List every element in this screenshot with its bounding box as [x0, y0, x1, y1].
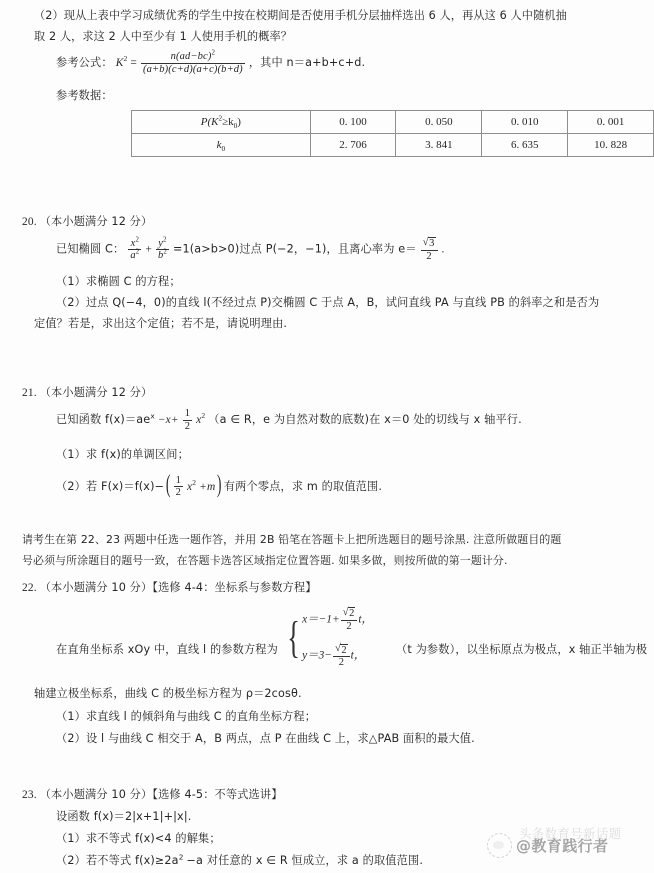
watermark-ghost-text: 头条数育号新话题 [519, 826, 622, 841]
big-paren-close: ) [217, 471, 222, 498]
table-cell-p-0: 0. 100 [310, 111, 396, 134]
q23-sub2-post: −a 对任意的 x ∈ R 恒成立，求 a 的取值范围. [186, 854, 424, 867]
q20-stem-pre: 已知椭圆 C： [56, 242, 125, 256]
q21-stem-pre: 已知函数 $f(x)=ae^x$ [56, 411, 155, 427]
reference-formula-row [56, 52, 365, 75]
q23-stem: 设函数 f(x)＝2|x+1|+|x|. [56, 810, 192, 823]
table-cell-p-1: 0. 050 [396, 111, 482, 134]
q20-sub2-line1: （2）过点 Q(−4，0)的直线 l(不经过点 P)交椭圆 C 于点 A，B，试问直线 PA 与直线 PB 的斜率之和是否为 [56, 296, 600, 309]
q23-score: （本小题满分 10 分）【选修 4-5：不等式选讲】 [39, 788, 283, 801]
q19-part2-line1: （2）现从上表中学习成绩优秀的学生中按在校期间是否使用手机分层抽样选出 6 人，再从这 6 人中随机抽 [34, 9, 567, 22]
q22-stem-line2: 轴建立极坐标系，曲线 C 的极坐标方程为 ρ＝2cosθ. [34, 687, 302, 700]
q20-stem-mid: =1(a>b>0)过点 P(−2，−1)，且离心率为 e＝ [172, 242, 417, 256]
watermark-text: @教育践行者 [516, 837, 609, 855]
ellipse-term-y: $\frac{y^2}{b^2}$ [157, 236, 167, 262]
reference-data-label: 参考数据： [56, 89, 113, 102]
q22-stem-post: （t 为参数），以坐标原点为极点，x 轴正半轴为极 [396, 643, 648, 656]
q21-sub1: （1）求 f(x)的单调区间； [56, 448, 189, 461]
q21-heading [22, 383, 152, 403]
table-row [132, 111, 654, 134]
q21-sub2-m: +m [199, 481, 216, 493]
q22-stem-pre: 在直角坐标系 xOy 中，直线 l 的参数方程为 [56, 643, 278, 656]
q20-score: （本小题满分 12 分） [39, 215, 153, 228]
q19-part2-line2: 取 2 人，求这 2 人中至少有 1 人使用手机的概率？ [34, 30, 293, 43]
half-coefficient-fraction: $\frac{1}{2}$ [184, 408, 191, 432]
table-cell-k-1: 3. 841 [396, 134, 482, 157]
q21-sub2-pre: （2）若 F(x)＝f(x)− [56, 480, 165, 493]
q20-stem [56, 238, 445, 262]
k-squared-symbol: $K^2$ [115, 54, 128, 70]
q22-parametric-system [283, 608, 373, 668]
q21-score: （本小题满分 12 分） [39, 386, 153, 399]
table-row [132, 134, 654, 157]
q21-sub2-x-squared: $x^2$ [187, 478, 197, 493]
q20-sub2-line2: 定值？若是，求出这个定值；若不是，请说明理由. [34, 317, 288, 330]
q21-number: 21. [22, 387, 37, 399]
table-row-header-k0: $k_0$ [132, 134, 311, 157]
table-cell-k-2: 6. 635 [482, 134, 568, 157]
q22-number: 22. [22, 582, 37, 594]
q23-sub1: （1）求不等式 f(x)<4 的解集； [56, 832, 221, 845]
q21-sub2 [56, 473, 382, 499]
k-squared-fraction [141, 51, 245, 74]
q20-stem-end: . [441, 243, 445, 256]
q21-stem-cond: （a ∈ R，e 为自然对数的底数)在 x＝0 处的切线与 x 轴平行. [208, 413, 522, 427]
q22-equation-y: y＝3− √ $\frac{2}{2}$ t， [302, 644, 373, 668]
q23-number: 23. [22, 789, 37, 801]
q23-sub2 [56, 851, 423, 871]
q22-heading [22, 578, 317, 598]
q23-heading [22, 785, 283, 805]
q21-sub2-end: 有两个零点，求 m 的取值范围. [223, 480, 383, 493]
ellipse-term-x: $\frac{x^2}{a^2}$ [130, 236, 140, 262]
q23-sub2-pre: （2）若不等式 $f(x)\ge 2a^2$ [56, 852, 184, 867]
q20-heading [22, 212, 152, 232]
sqrt2-over-2-x: √ $\frac{2}{2}$ [341, 607, 358, 631]
choice-notice-line1: 请考生在第 22、23 两题中任选一题作答，并用 2B 铅笔在答题卡上把所选题目的题号涂黑. 注意所做题目的题 [22, 533, 562, 546]
eccentricity-fraction [421, 237, 438, 261]
table-cell-p-2: 0. 010 [482, 111, 568, 134]
table-row-header-p: $P(K^2\ge k_0)$ [132, 111, 311, 134]
left-brace-icon: { [287, 613, 300, 663]
q21-stem-mid: −x+ [157, 414, 179, 427]
q22-sub1: （1）求直线 l 的倾斜角与曲线 C 的直角坐标方程； [56, 710, 317, 723]
q22-score: （本小题满分 10 分）【选修 4-4：坐标系与参数方程】 [39, 581, 317, 594]
eccentricity-numerator: √ 3 [421, 237, 438, 250]
choice-notice-line2: 号必须与所涂题目的题号一致，在答题卡选答区域指定位置答题. 如果多做，则按所做的第一题计分. [22, 554, 508, 567]
formula-where-clause: ，其中 n＝a+b+c+d. [248, 56, 366, 70]
table-cell-p-3: 0. 001 [568, 111, 654, 134]
table-cell-k-0: 2. 706 [310, 134, 396, 157]
reference-formula-label: 参考公式： [56, 56, 113, 70]
big-paren-open: ( [166, 471, 171, 498]
equals-sign: = [130, 57, 137, 70]
k-reference-table [131, 110, 654, 157]
eccentricity-denominator: 2 [426, 250, 432, 262]
q21-stem [56, 409, 522, 432]
q22-sub2: （2）设 l 与曲线 C 相交于 A，B 两点，点 P 在曲线 C 上，求△PAB 面积的最大值. [56, 732, 475, 745]
watermark [487, 826, 622, 858]
table-cell-k-3: 10. 828 [568, 134, 654, 157]
q22-equation-x: x＝−1+ √ $\frac{2}{2}$ t， [302, 608, 373, 632]
q20-number: 20. [22, 216, 37, 228]
q20-sub1: （1）求椭圆 C 的方程； [56, 275, 181, 288]
sqrt2-over-2-y: √ $\frac{2}{2}$ [333, 644, 350, 668]
q21-sub2-fraction: $\frac{1}{2}$ [175, 475, 181, 499]
q21-x-squared: $x^2$ [196, 411, 206, 427]
plus-sign: + [145, 243, 152, 256]
fraction-numerator: $n(ad-bc)^2$ [141, 51, 245, 63]
circle-logo-icon [487, 833, 512, 858]
fraction-denominator: (a+b)(c+d)(a+c)(b+d) [142, 63, 243, 75]
